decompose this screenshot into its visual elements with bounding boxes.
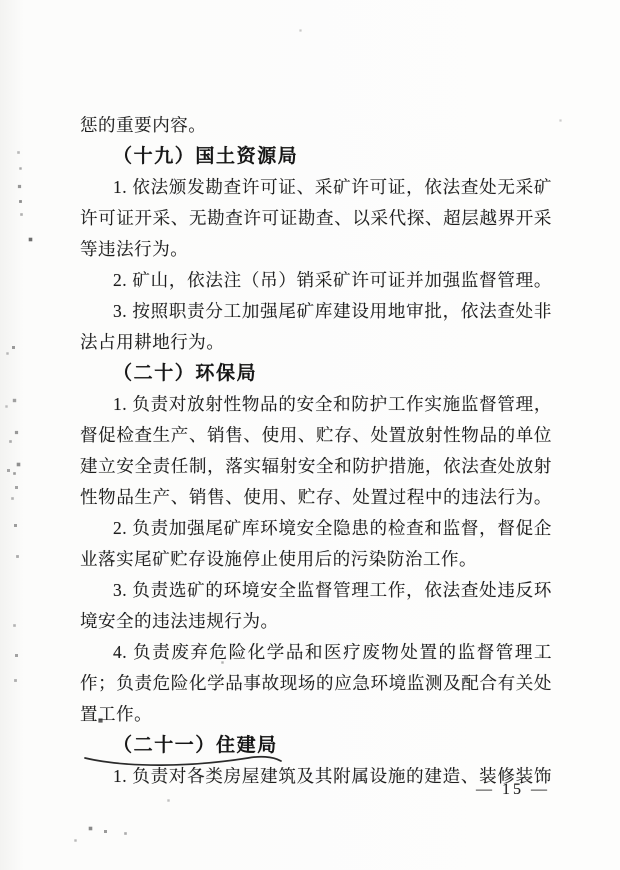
section-heading-zhujianju bbox=[80, 730, 552, 761]
scan-noise-speckles bbox=[0, 0, 1, 1]
section-heading-huanbaoju: （二十）环保局 bbox=[113, 363, 258, 384]
body-line: 建立安全责任制，落实辐射安全和防护措施，依法查处放射 bbox=[80, 456, 552, 476]
body-line: 置工作。 bbox=[80, 704, 153, 724]
body-line: 4. 负责废弃危险化学品和医疗废物处置的监督管理工 bbox=[113, 642, 552, 662]
body-line: 1. 负责对各类房屋建筑及其附属设施的建造、装修装饰 bbox=[113, 766, 552, 786]
body-line: 业落实尾矿贮存设施停止使用后的污染防治工作。 bbox=[80, 549, 478, 569]
text-block bbox=[80, 110, 552, 792]
continuation-line: 惩的重要内容。 bbox=[80, 115, 207, 135]
body-line: 1. 依法颁发勘查许可证、采矿许可证，依法查处无采矿 bbox=[113, 177, 552, 197]
body-line: 作；负责危险化学品事故现场的应急环境监测及配合有关处 bbox=[80, 673, 552, 693]
body-line: 2. 矿山，依法注（吊）销采矿许可证并加强监督管理。 bbox=[113, 270, 552, 290]
body-line: 许可证开采、无勘查许可证勘查、以采代探、超层越界开采 bbox=[80, 208, 552, 228]
body-line: 3. 负责选矿的环境安全监督管理工作，依法查处违反环 bbox=[113, 580, 552, 600]
page-number: — 15 — bbox=[476, 781, 550, 798]
section-heading-zhujianju-text: （二十一）住建局 bbox=[113, 735, 278, 756]
body-line: 2. 负责加强尾矿库环境安全隐患的检查和监督，督促企 bbox=[113, 518, 552, 538]
body-line: 督促检查生产、销售、使用、贮存、处置放射性物品的单位 bbox=[80, 425, 552, 445]
section-heading-guotuziyuanju: （十九）国土资源局 bbox=[113, 146, 299, 167]
body-line: 法占用耕地行为。 bbox=[80, 332, 225, 352]
body-line: 等违法行为。 bbox=[80, 239, 189, 259]
body-line: 3. 按照职责分工加强尾矿库建设用地审批，依法查处非 bbox=[113, 301, 552, 321]
body-line: 境安全的违法违规行为。 bbox=[80, 611, 279, 631]
body-line: 1. 负责对放射性物品的安全和防护工作实施监督管理， bbox=[113, 394, 552, 414]
body-line: 性物品生产、销售、使用、贮存、处置过程中的违法行为。 bbox=[80, 487, 552, 507]
